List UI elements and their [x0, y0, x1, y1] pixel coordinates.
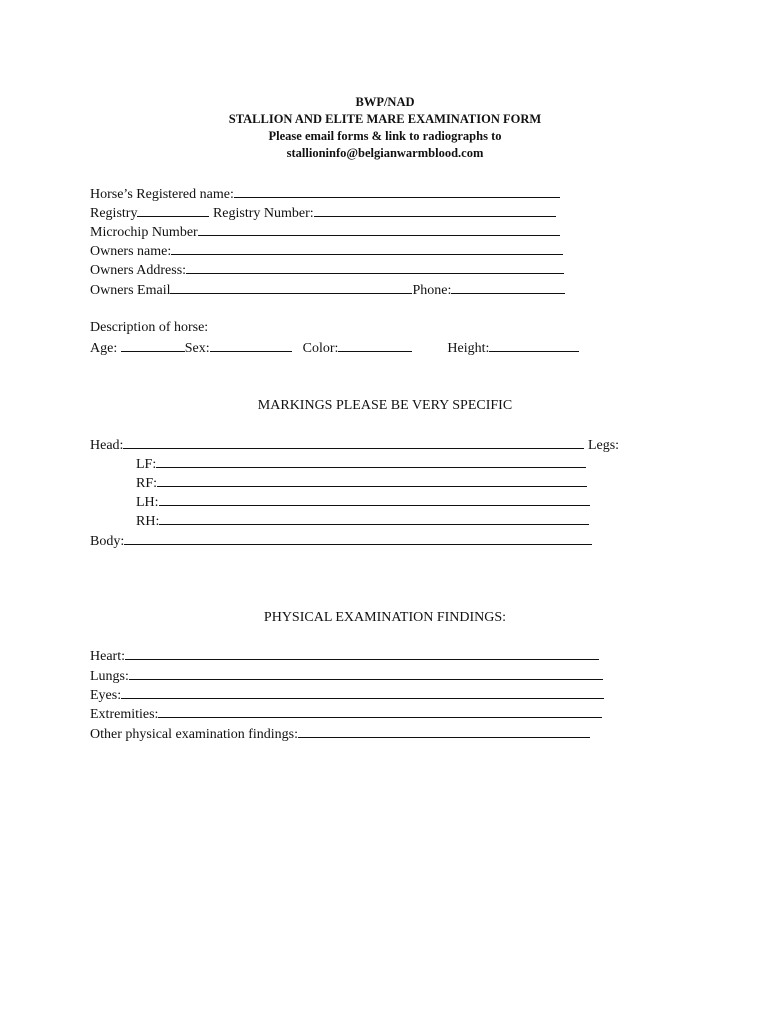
head-row	[90, 435, 619, 455]
owners-name-field[interactable]	[171, 241, 563, 255]
eyes-row	[90, 685, 604, 705]
age-field[interactable]	[121, 338, 185, 352]
sex-label: Sex:	[184, 341, 210, 356]
color-label: Color:	[302, 341, 339, 356]
contact-email: stallioninfo@belgianwarmblood.com	[286, 146, 484, 160]
heart-row	[90, 646, 599, 666]
microchip-label: Microchip Number	[90, 225, 198, 240]
rf-label: RF:	[136, 476, 158, 491]
body-field[interactable]	[124, 531, 592, 545]
registry-row	[90, 203, 556, 223]
rf-row	[136, 473, 587, 493]
extremities-row	[90, 704, 602, 724]
physical-heading: PHYSICAL EXAMINATION FINDINGS:	[263, 610, 507, 625]
rh-row	[136, 511, 589, 531]
registered-name-label: Horse’s Registered name:	[90, 187, 234, 202]
owners-email-label: Owners Email	[90, 283, 171, 298]
extremities-field[interactable]	[158, 704, 602, 718]
description-heading: Description of horse:	[90, 320, 209, 335]
age-label: Age:	[90, 341, 118, 356]
other-findings-row	[90, 724, 590, 744]
lungs-row	[90, 666, 603, 686]
head-label: Head:	[90, 438, 124, 453]
rh-field[interactable]	[159, 511, 589, 525]
eyes-field[interactable]	[121, 685, 604, 699]
lungs-label: Lungs:	[90, 669, 129, 684]
head-field[interactable]	[123, 435, 584, 449]
registry-field[interactable]	[137, 203, 209, 217]
registered-name-field[interactable]	[234, 184, 560, 198]
extremities-label: Extremities:	[90, 707, 159, 722]
height-field[interactable]	[489, 338, 579, 352]
owners-name-row	[90, 241, 563, 261]
body-label: Body:	[90, 534, 125, 549]
lungs-field[interactable]	[129, 666, 603, 680]
heart-label: Heart:	[90, 649, 125, 664]
rh-label: RH:	[136, 514, 160, 529]
body-row	[90, 531, 592, 551]
lh-field[interactable]	[159, 492, 590, 506]
owners-address-row	[90, 260, 564, 280]
owners-address-label: Owners Address:	[90, 263, 187, 278]
lh-row	[136, 492, 590, 512]
lf-field[interactable]	[156, 454, 586, 468]
other-findings-field[interactable]	[298, 724, 590, 738]
legs-label: Legs:	[587, 438, 620, 453]
microchip-field[interactable]	[198, 222, 560, 236]
heart-field[interactable]	[125, 646, 599, 660]
markings-heading: MARKINGS PLEASE BE VERY SPECIFIC	[257, 398, 513, 413]
org-heading: BWP/NAD	[355, 95, 415, 109]
description-row	[90, 338, 579, 358]
registered-name-row	[90, 184, 560, 204]
registry-number-label: Registry Number:	[212, 206, 314, 221]
height-label: Height:	[447, 341, 490, 356]
lf-label: LF:	[136, 457, 157, 472]
lh-label: LH:	[136, 495, 159, 510]
phone-label: Phone:	[412, 283, 452, 298]
registry-label: Registry	[90, 206, 138, 221]
sex-field[interactable]	[210, 338, 292, 352]
microchip-row	[90, 222, 560, 242]
owners-name-label: Owners name:	[90, 244, 172, 259]
lf-row	[136, 454, 586, 474]
rf-field[interactable]	[157, 473, 587, 487]
color-field[interactable]	[338, 338, 412, 352]
registry-number-field[interactable]	[314, 203, 556, 217]
owners-address-field[interactable]	[186, 260, 564, 274]
owners-email-row	[90, 280, 565, 300]
owners-email-field[interactable]	[170, 280, 412, 294]
form-title: STALLION AND ELITE MARE EXAMINATION FORM	[228, 112, 542, 126]
phone-field[interactable]	[451, 280, 565, 294]
eyes-label: Eyes:	[90, 688, 122, 703]
email-instruction: Please email forms & link to radiographs to	[268, 129, 502, 143]
other-findings-label: Other physical examination findings:	[90, 727, 299, 742]
